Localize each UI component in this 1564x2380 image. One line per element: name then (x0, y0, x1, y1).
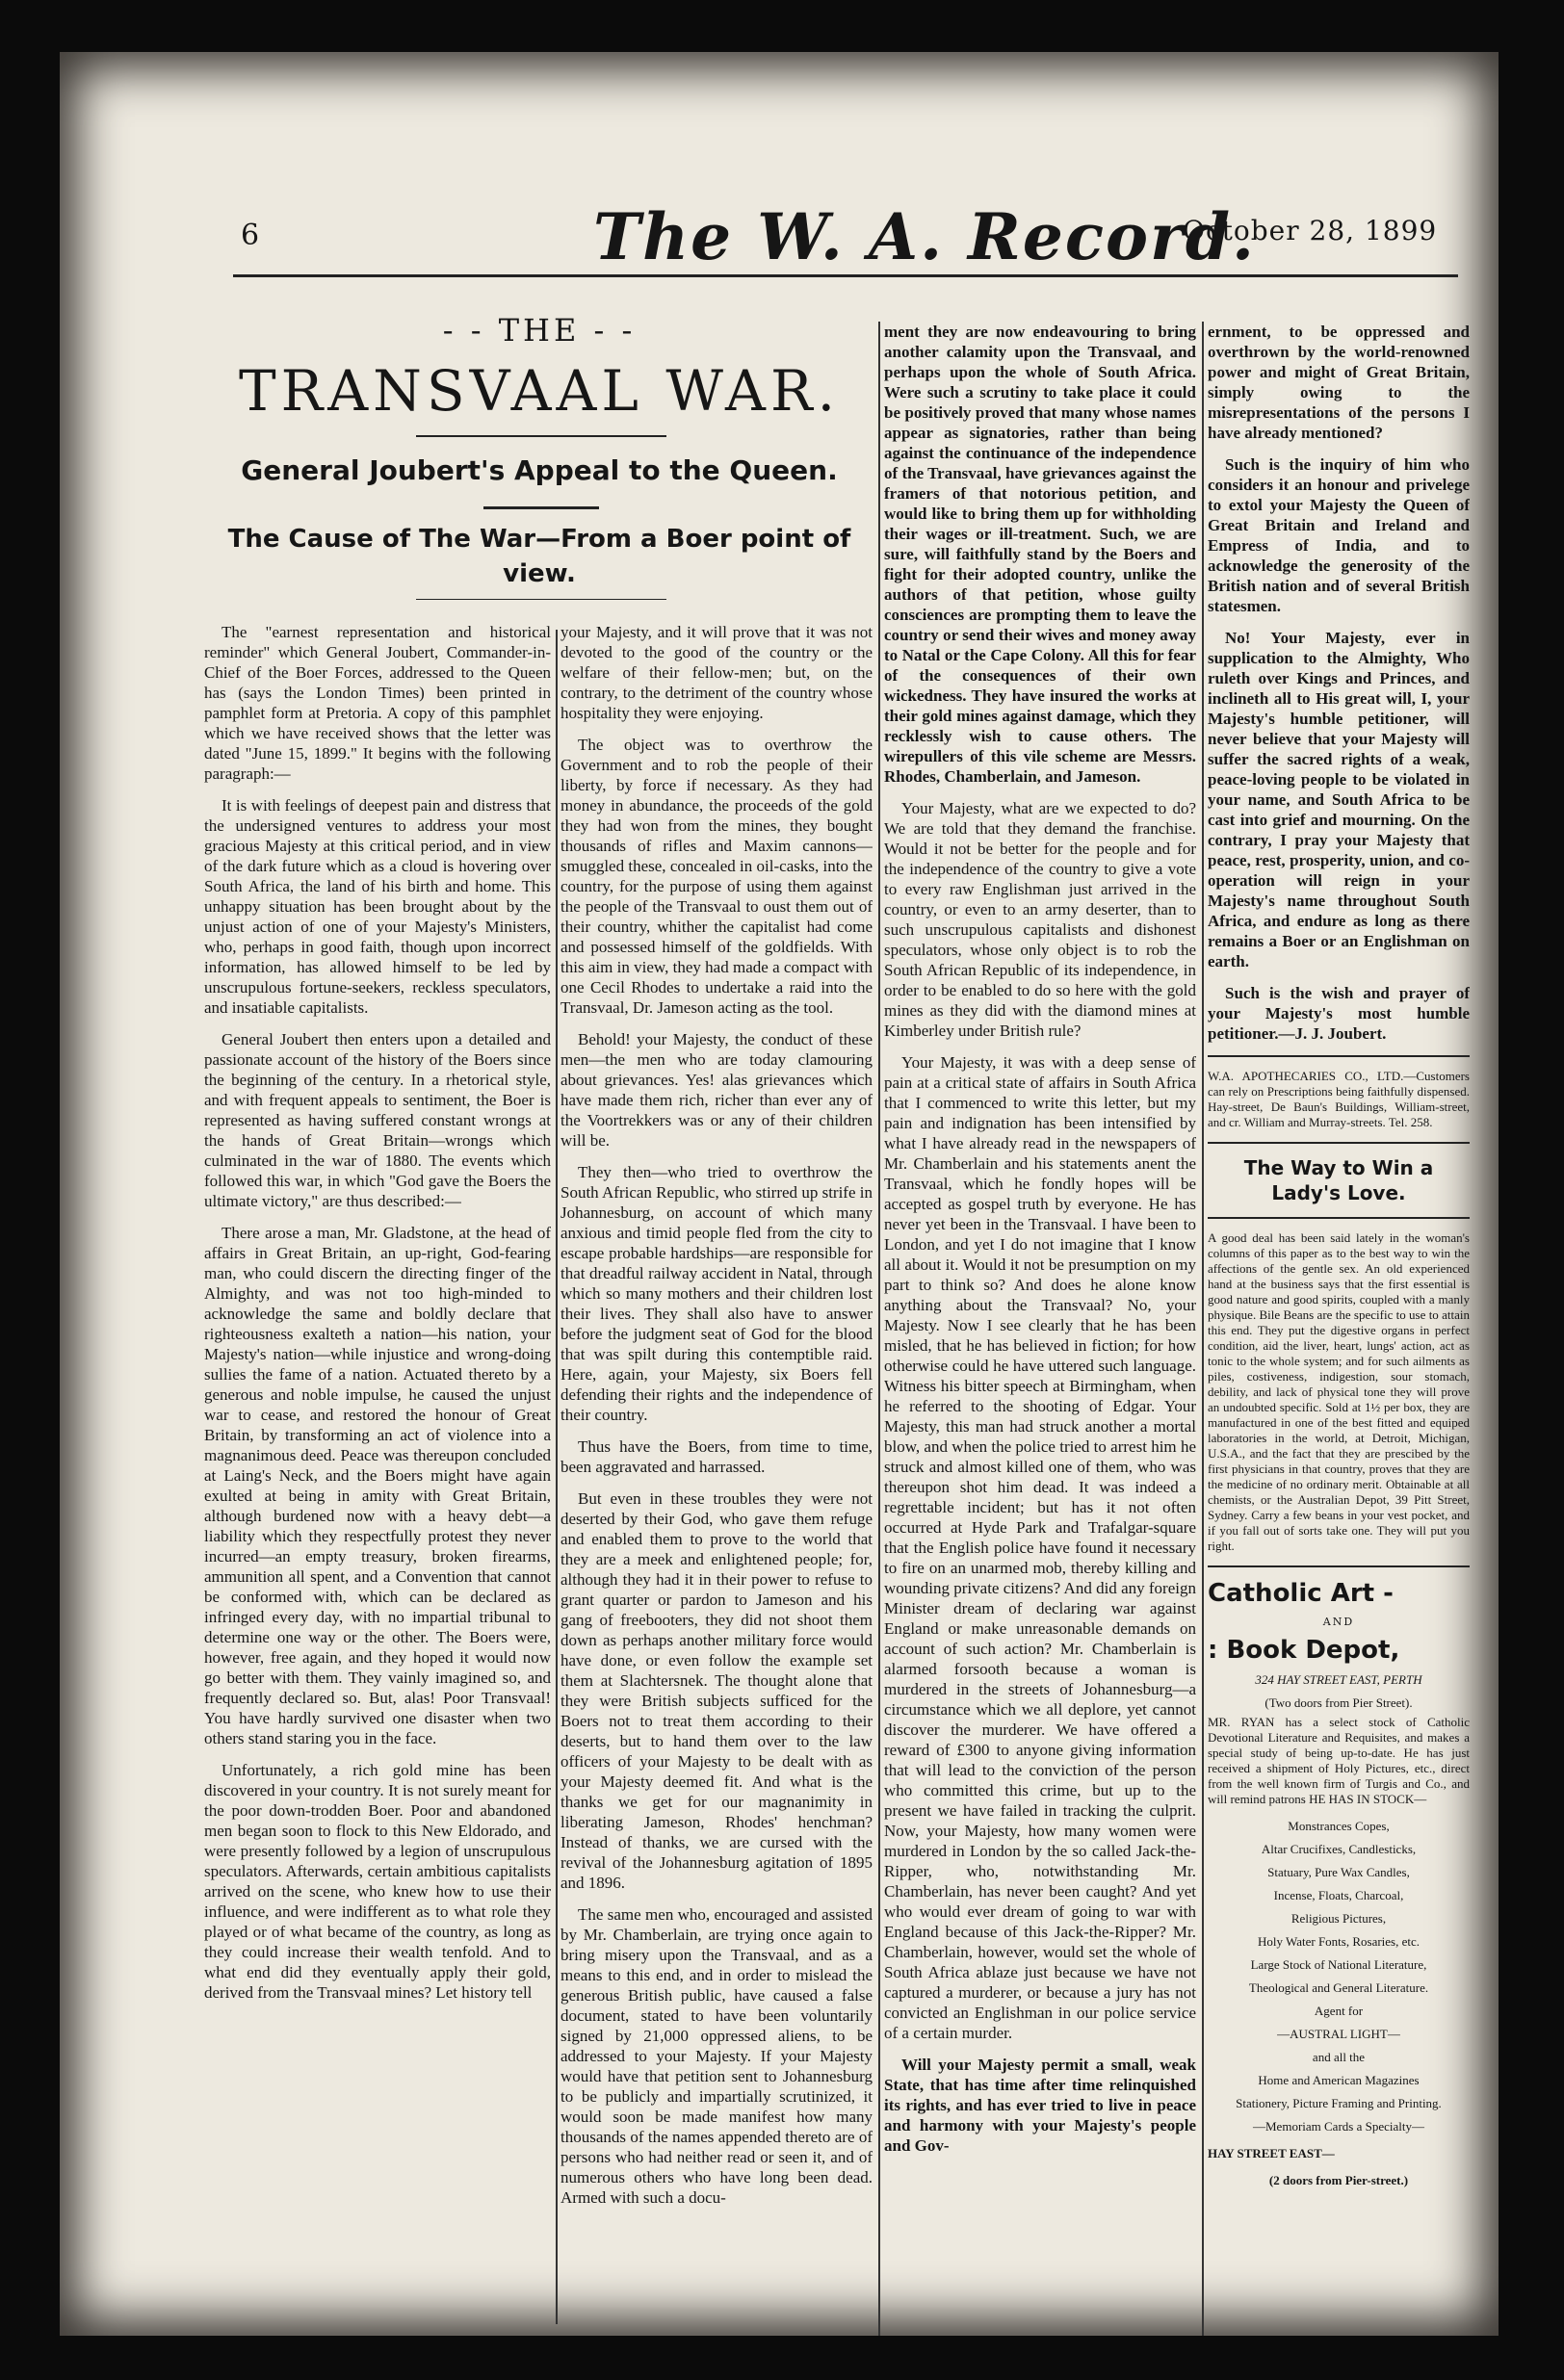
stock-item: and all the (1312, 2050, 1366, 2064)
subhead-rule (483, 506, 599, 509)
masthead (60, 192, 1499, 278)
column-divider (878, 322, 880, 2336)
stock-item: Theological and General Literature. (1248, 1980, 1429, 1995)
lady-love-ad-title: The Way to Win a Lady's Love. (1243, 1156, 1434, 1204)
article-paragraph: Thus have the Boers, from time to time, been aggravated and harrassed. (560, 1437, 873, 1476)
stock-item: —AUSTRAL LIGHT— (1277, 2027, 1400, 2041)
article-paragraph: The object was to overthrow the Government and to rob the people of their liberty, by force if necessary. As they had money in abundance, the proceeds of the gold they had won from the mines, they bought thousands of rifles and Maxim cannons—smuggled these, concealed in oil-casks, into the country, for the purpose of using them against the people of the Transvaal to oust them out of their country, whither the capitalist had come and possessed himself of the goldfields. With this aim in view, they had made a compact with one Cecil Rhodes to undertake a raid into the Transvaal, Dr. Jameson acting as the tool. (560, 736, 873, 1017)
stock-item: Incense, Floats, Charcoal, (1273, 1888, 1404, 1902)
article-paragraph: They then—who tried to overthrow the South African Republic, who stirred up strife in Johannesburg, on account of which many anxious and timid people fled from the city to escape probable hardships—are responsible for that dreadful railway accident in Natal, through which so many mothers and their children lost their lives. They shall also have to answer before the judgment seat of God for the blood that was spilt during this contemptible raid. Here, again, your Majesty, six Boers fell defending their rights and the independence of their country. (560, 1163, 873, 1424)
article-subhead: General Joubert's Appeal to the Queen. (241, 454, 838, 486)
catholic-art-title: Catholic Art - (1208, 1579, 1394, 1608)
catholic-art-and: AND (1322, 1616, 1355, 1628)
subhead2-rule (416, 599, 666, 600)
book-depot-title: : Book Depot, (1208, 1636, 1400, 1665)
article-paragraph: Your Majesty, it was with a deep sense of pain at a critical state of affairs in South Africa that I commenced to write this letter, but my pain and indignation has been intensified by what I have already read in the newspapers of Mr. Chamberlain and his statements anent the Transvaal, which he fondly hopes will be accepted as gospel truth by everyone. He has never yet been in the Transvaal. I have been to London, and yet I do not imagine that I know all about it. Would it not be presumption on my part to think so? And does he alone know anything about the Transvaal? No, your Majesty. Now I see clearly that he has been misled, that he has believed in fiction; for how otherwise could he have uttered such language. Witness his bitter speech at Birmingham, when he referred to the shooting of Edgar. Your Majesty, this man had struck another a mortal blow, and when the police tried to arrest him he struck and almost killed one of them, who was thereupon shot him dead. It was indeed a regrettable incident; but has it not often occurred at Hyde Park and Trafalgar-square that the English police have found it necessary to fire on an unarmed mob, thereby killing and wounding private citizens? And did any foreign Minister dream of declaring war against England or make unreasonable demands on account of such action? Mr. Chamberlain is alarmed forsooth because a woman is murdered in the streets of Johannesburg—a circumstance which we all deplore, yet cannot discover the murderer. We have offered a reward of £300 to anyone giving information that will lead to the conviction of the person who committed this crime, but up to the present we have failed in tracking the culprit. Now, your Majesty, how many women were murdered in London by the so called Jack-the-Ripper, who, notwithstanding Mr. Chamberlain, has never been caught? And yet who would ever dream of going to war with England because of this Jack-the-Ripper? Mr. Chamberlain, however, would set the whole of South Africa ablaze just because we have not captured a murderer, or because a jury has not convicted an Englishman in our police service of a certain murder. (884, 1053, 1196, 2042)
apothecaries-ad: W.A. APOTHECARIES CO., LTD.—Customers can rely on Prescriptions being faithfully dispensed. Hay-street, De Baun's Buildings, William-street, and cr. William and Murray-streets. Tel. 258. (1208, 1069, 1470, 1129)
article-paragraph: It is with feelings of deepest pain and distress that the undersigned ventures to address your most gracious Majesty at this critical period, and in view of the dark future which as a cloud is hovering over South Africa, the land of his birth and home. This unhappy situation has been brought about by the unjust action of one of your Majesty's Ministers, who, perhaps in good faith, though upon incorrect information, has allowed himself to be led by unscrupulous fortune-seekers, reckless speculators, and insatiable capitalists. (204, 796, 551, 1017)
article-subhead-2: The Cause of The War—From a Boer point of view. (227, 525, 851, 588)
article-paragraph: No! Your Majesty, ever in supplication to the Almighty, Who ruleth over Kings and Princes, and inclineth all to His great will, I, your Majesty's humble petitioner, will never believe that your Majesty will suffer the sacred rights of a weak, peace-loving people to be violated in your name, and South Africa to be cast into grief and mourning. On the contrary, I pray your Majesty that peace, rest, prosperity, union, and co-operation will reign in your Majesty's name throughout South Africa, and endure as long as there remains a Boer or an Englishman on earth. (1208, 629, 1470, 970)
stock-item: Agent for (1314, 2004, 1364, 2018)
footer-street: HAY STREET EAST— (1208, 2146, 1335, 2160)
article-paragraph: Your Majesty, what are we expected to do? We are told that they demand the franchise. Would it not be better for the people and for the independence of the country to give a vote to every raw Englishman just arrived in the country, or even to an army deserter, than to such unscrupulous capitalists and dishonest speculators, whose only object is to rob the South African Republic of its independence, in order to be enabled to do so here with the gold mines as they did with the diamond mines at Kimberley under British rule? (884, 799, 1196, 1040)
newspaper-page (60, 52, 1499, 2336)
article-column-4 (1208, 322, 1470, 2336)
article-paragraph: But even in these troubles they were not deserted by their God, who gave them refuge and enabled them to prove to the world that they are a meek and enlightened people; for, although they had it in their power to refuse to grant quarter or pardon to Jameson and his gang of freebooters, they did not shoot them down as perhaps another military force would have done, or even follow the example set them at Slachtersnek. The thought alone that they were British subjects sufficed for the Boers not to treat them according to their deserts, but to hand them over to the law officers of your Majesty to be dealt with as your Majesty deemed fit. And what is the thanks we get for our magnanimity in liberating Jameson, Rhodes' henchman? Instead of thanks, we are cursed with the revival of the Johannesburg agitation of 1895 and 1896. (560, 1489, 873, 1892)
article-paragraph: General Joubert then enters upon a detailed and passionate account of the history of the Boers since the beginning of the century. In a rhetorical style, and with frequent appeals to sentiment, the Boer is represented as having suffered constant wrongs at the hands of Great Britain—wrongs which culminated in the war of 1880. The events which followed this war, in which "God gave the Boers the ultimate victory," are thus described:— (204, 1030, 551, 1210)
depot-address: 324 HAY STREET EAST, PERTH (1255, 1672, 1422, 1687)
column-divider (1202, 322, 1204, 2336)
newspaper-title: The W. A. Record. (593, 199, 1256, 274)
ad-divider (1208, 1055, 1470, 1057)
ad-divider (1208, 1565, 1470, 1567)
issue-date: October 28, 1899 (1183, 215, 1438, 246)
article-paragraph: The "earnest representation and historical reminder" which General Joubert, Commander-in-Chief of the Boer Forces, addressed to the Queen has (says the London Times) been printed in pamphlet form at Pretoria. A copy of this pamphlet which we have received shows that the letter was dated "June 15, 1899." It begins with the following paragraph:— (204, 623, 551, 783)
article-paragraph: Such is the inquiry of him who considers it an honour and privelege to extol your Majesty the Queen of Great Britain and Ireland and Empress of India, and to acknowledge the generosity of the British nation and of several British statesmen. (1208, 455, 1470, 615)
headline-rule (416, 435, 666, 437)
stock-item: —Memoriam Cards a Specialty— (1253, 2119, 1424, 2134)
stock-item: Holy Water Fonts, Rosaries, etc. (1257, 1934, 1421, 1949)
article-paragraph: There arose a man, Mr. Gladstone, at the head of affairs in Great Britain, an up-right, God-fearing man, who could discern the directing finger of the Almighty, and was not too high-minded to acknowledge the same and boldly declare that righteousness exalteth a nation—his nation, your Majesty's nation—while injustice and wrong-doing sullies the fame of a nation. Actuated thereto by a generous and noble impulse, he caused the unjust war to cease, and restored the honour of Great Britain, by transforming an act of violence into a magnanimous deed. Peace was thereupon concluded at Laing's Neck, and the Boers might have again exulted at being in amity with Great Britain, although burdened now with a heavy debt—a liability which they respectfully protest they never incurred—an empty treasury, broken firearms, ammunition all spent, and a Convention that cannot be conformed with, which can be declared as infringed every day, with no impartial tribunal to determine one way or the other. The Boers were, however, free again, and they hoped it would now go better with them. They vainly imagined so, and frequently declared so. But, alas! Poor Transvaal! You have hardly survived one disaster when two others stand staring you in the face. (204, 1224, 551, 1747)
page-number: 6 (241, 219, 260, 252)
article-kicker: - - THE - - (442, 312, 637, 349)
footer-note: (2 doors from Pier-street.) (1268, 2173, 1409, 2187)
stock-item: Monstrances Copes, (1288, 1819, 1390, 1833)
article-column-3 (884, 322, 1196, 2336)
ryan-ad-text: MR. RYAN has a select stock of Catholic Devotional Literature and Requisites, and makes a special study of being up-to-date. He has just received a shipment of Holy Pictures, etc., direct from the well known firm of Turgis and Co., and will remind patrons HE HAS IN STOCK— (1208, 1715, 1470, 1806)
depot-address-note: (Two doors from Pier Street). (1264, 1695, 1413, 1710)
article-column-1 (204, 622, 551, 2336)
stock-item: Religious Pictures, (1290, 1911, 1387, 1926)
article-paragraph: your Majesty, and it will prove that it was not devoted to the good of the country or the welfare of their fellow-men; but, on the contrary, to the detriment of the country whose hospitality they were enjoying. (560, 623, 873, 722)
article-headline: TRANSVAAL WAR. (238, 358, 841, 424)
article-paragraph: The same men who, encouraged and assisted by Mr. Chamberlain, are trying once again to bring misery upon the Transvaal, and as a means to this end, and in order to mislead the generous British public, have caused a false document, stated to have been voluntarily signed by 21,000 oppressed aliens, to be addressed to your Majesty. If your Majesty would have that petition sent to Johannesburg to be publicly and impartially scrutinized, it would soon be made manifest how many thousands of the names appended thereto are of persons who had neither read or seen it, and of numerous others who have long been dead. Armed with such a docu- (560, 1905, 873, 2207)
stock-item: Statuary, Pure Wax Candles, (1267, 1865, 1410, 1879)
stock-item: Large Stock of National Literature, (1250, 1957, 1427, 1972)
article-paragraph: ernment, to be oppressed and overthrown by the world-renowned power and might of Great Britain, simply owing to the misrepresentations of the persons I have already mentioned? (1208, 323, 1470, 442)
article-paragraph: Behold! your Majesty, the conduct of these men—the men who are today clamouring about grievances. Yes! alas grievances which have made them rich, richer than ever any of the Voortrekkers was or any of their children will be. (560, 1030, 873, 1150)
article-signature: Such is the wish and prayer of your Majesty's most humble petitioner.—J. J. Joubert. (1208, 984, 1470, 1043)
article-paragraph: Unfortunately, a rich gold mine has been discovered in your country. It is not surely meant for the poor down-trodden Boer. Poor and abandoned men began soon to flock to this New Eldorado, and were presently followed by a legion of unscrupulous speculators. Afterwards, certain ambitious capitalists arrived on the scene, who knew how to use their influence, and were indifferent as to what role they played or of what became of the country, as long as they could increase their wealth tenfold. And to what end did they eventually apply their gold, derived from the Transvaal mines? Let history tell (204, 1761, 551, 2002)
article-paragraph: Will your Majesty permit a small, weak State, that has time after time relinquished its rights, and has ever tried to live in peace and harmony with your Majesty's people and Gov- (884, 2056, 1196, 2155)
article-paragraph: ment they are now endeavouring to bring another calamity upon the Transvaal, and perhaps upon the whole of South Africa. Were such a scrutiny to take place it could be positively proved that many whose names appear as signatories, rather than being against the continuance of the independence of the Transvaal, have grievances against the framers of that notorious petition, and would like to bring them up for withholding their wages or ill-treatment. Such, we are sure, will faithfully stand by the Boers and fight for their adopted country, unlike the authors of that petition, whose guilty consciences are prompting them to leave the country or send their wives and money away to Natal or the Cape Colony. All this for fear of the consequences of their own wickedness. They have insured the works at their gold mines against damage, which they recklessly wish to cause others. The wirepullers of this vile scheme are Messrs. Rhodes, Chamberlain, and Jameson. (884, 323, 1196, 786)
article-column-2 (560, 622, 873, 2336)
stock-item: Stationery, Picture Framing and Printing. (1236, 2096, 1442, 2110)
lady-love-ad-text: A good deal has been said lately in the woman's columns of this paper as to the best way to win the affections of the gentle sex. An old experienced hand at the business says that the first essential is good nature and good spirits, coupled with a manly physique. Bile Beans are the specific to use to attain this end. They put the digestive organs in perfect condition, aid the liver, heart, lungs' action, act as tonic to the whole system; and for such ailments as piles, costiveness, indigestion, sour stomach, debility, and lack of physical tone they will prove an undoubted specific. Sold at 1½ per box, they are manufactured in one of the best fitted and equiped laboratories in the world, at Detroit, Michigan, U.S.A., and the fact that they are prescibed by the first physicians in that country, proves that they are the medicine of no ordinary merit. Obtainable at all chemists, or the Australian Depot, 39 Pitt Street, Sydney. Carry a few beans in your vest pocket, and if you fall out of sorts take one. They will put you right. (1208, 1230, 1470, 1553)
ad-divider (1208, 1142, 1470, 1144)
stock-item: Home and American Magazines (1258, 2073, 1420, 2087)
ad-divider (1208, 1217, 1470, 1219)
masthead-rule (233, 274, 1458, 277)
column-divider (556, 630, 558, 2324)
stock-item: Altar Crucifixes, Candlesticks, (1261, 1842, 1417, 1856)
